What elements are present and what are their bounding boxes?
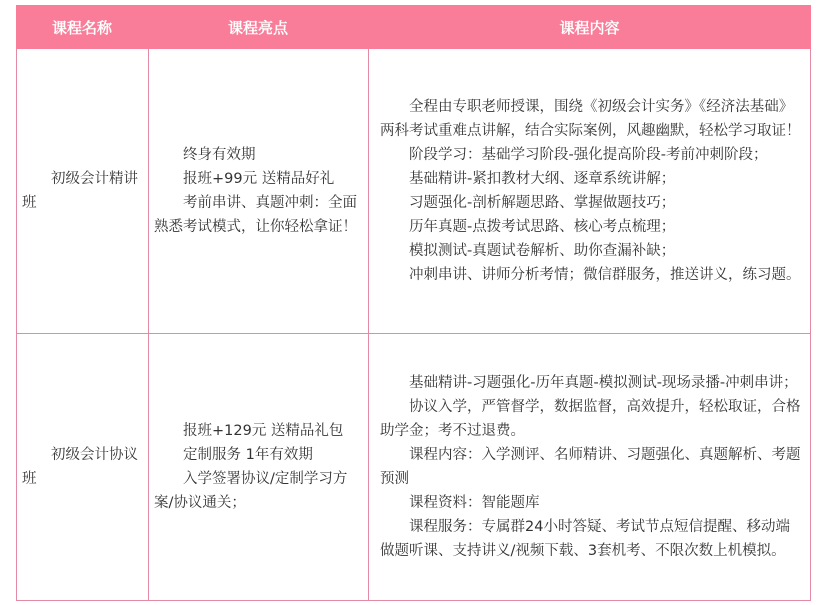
column-divider: [368, 49, 369, 601]
row1-content-item: 全程由专职老师授课，围绕《初级会计实务》《经济法基础》两科考试重难点讲解，结合实际案例，风趣幽默，轻松学习取证！: [380, 99, 801, 139]
row1-highlight-item: 终身有效期: [183, 147, 256, 163]
row2-highlight-item: 报班+129元 送精品礼包: [183, 423, 344, 439]
row1-content-item: 模拟测试-真题试卷解析、助你查漏补缺；: [409, 243, 676, 259]
row1-content-item: 阶段学习：基础学习阶段-强化提高阶段-考前冲刺阶段；: [409, 147, 768, 163]
row-divider: [16, 333, 811, 334]
column-divider: [148, 49, 149, 601]
table-border-left: [16, 49, 17, 601]
row2-content-cell: [368, 333, 811, 601]
row2-content-item: 课程服务：专属群24小时答疑、考试节点短信提醒、移动端做题听课、支持讲义/视频下载、3套机考、不限次数上机模拟。: [380, 519, 790, 559]
row1-content-item: 基础精讲-紧扣教材大纲、逐章系统讲解；: [409, 171, 676, 187]
header-course-name: 课程名称: [16, 5, 148, 49]
row1-content-item: 习题强化-剖析解题思路、掌握做题技巧；: [409, 195, 676, 211]
row1-course-name: 初级会计精讲班: [22, 171, 138, 211]
table-border-bottom: [16, 600, 811, 601]
row2-content-item: 协议入学，严管督学，数据监督，高效提升，轻松取证，合格助学金；考不过退费。: [380, 399, 801, 439]
row2-highlights-cell: [148, 333, 368, 601]
row1-highlights-cell: [148, 49, 368, 333]
row2-content-item: 课程资料：智能题库: [409, 495, 540, 511]
header-course-highlights: 课程亮点: [148, 5, 368, 49]
row1-content-cell: [368, 49, 811, 333]
row2-content-item: 课程内容：入学测评、名师精讲、习题强化、真题解析、考题预测: [380, 447, 801, 487]
row2-course-name-cell: [16, 333, 148, 601]
row2-highlight-item: 定制服务 1年有效期: [183, 447, 313, 463]
course-table: [16, 5, 811, 601]
row2-highlight-item: 入学签署协议/定制学习方案/协议通关；: [154, 471, 348, 511]
header-course-content: 课程内容: [368, 5, 811, 49]
row1-content-item: 冲刺串讲、讲师分析考情；微信群服务，推送讲义，练习题。: [409, 267, 801, 283]
row2-content-item: 基础精讲-习题强化-历年真题-模拟测试-现场录播-冲刺串讲；: [409, 375, 798, 391]
row2-course-name: 初级会计协议班: [22, 447, 138, 487]
row1-content-item: 历年真题-点拨考试思路、核心考点梳理；: [409, 219, 676, 235]
table-border-right: [810, 49, 811, 601]
row1-highlight-item: 报班+99元 送精品好礼: [183, 171, 335, 187]
row1-highlight-item: 考前串讲、真题冲刺：全面熟悉考试模式，让你轻松拿证！: [154, 195, 357, 235]
row1-course-name-cell: [16, 49, 148, 333]
